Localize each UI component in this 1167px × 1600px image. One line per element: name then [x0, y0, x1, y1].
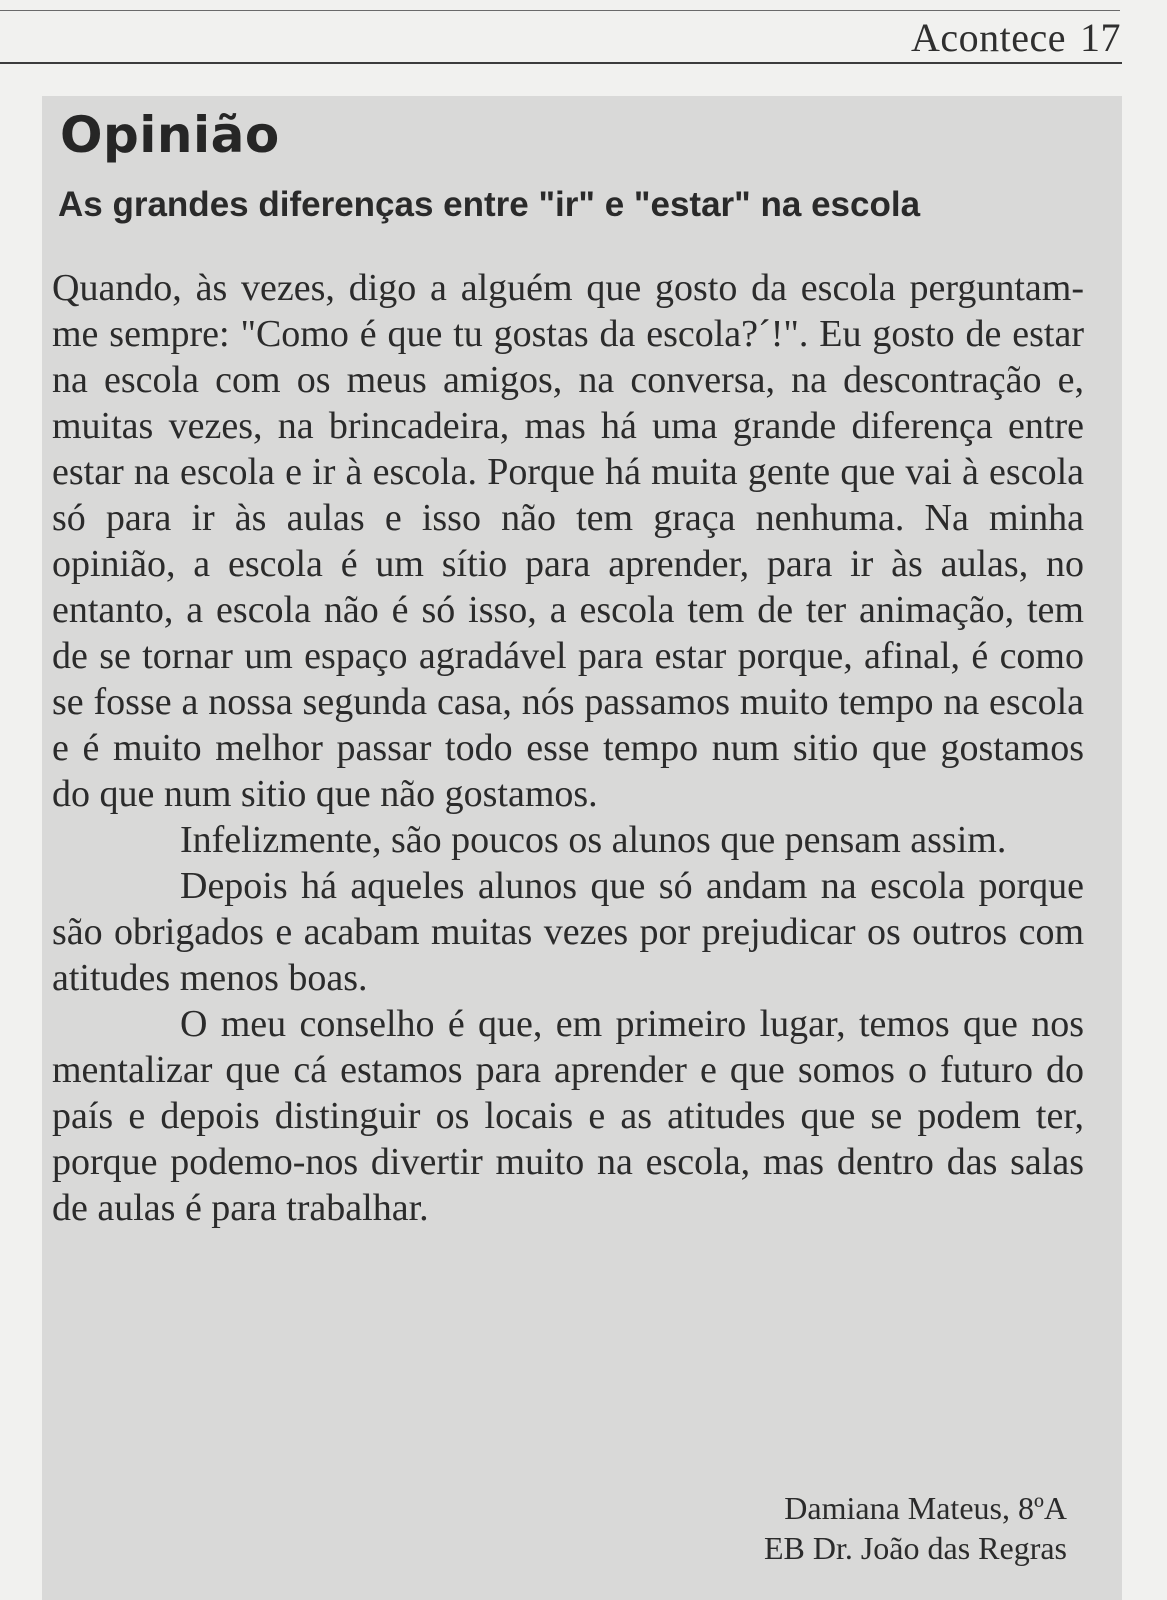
running-head — [911, 14, 1121, 61]
header-rule — [0, 62, 1122, 64]
school-name: EB Dr. João das Regras — [763, 1530, 1067, 1566]
paragraph-4: O meu conselho é que, em primeiro lugar, temos que nos mentalizar que cá estamos para aprender e que somos o futuro do país e depois distinguir os locais e as atitudes que se podem ter, porque podemo-nos divertir muito na escola, mas dentro das salas de aulas é para trabalhar. — [52, 1003, 1084, 1229]
paragraph-1: Quando, às vezes, digo a alguém que gosto da escola perguntam-me sempre: "Como é que tu gostas da escola?´!". Eu gosto de estar na escola com os meus amigos, na conversa, na descontração e, muitas vezes, na brincadeira, mas há uma grande diferença entre estar na escola e ir à escola. Porque há muita gente que vai à escola só para ir às aulas e isso não tem graça nenhuma. Na minha opinião, a escola é um sítio para aprender, para ir às aulas, no entanto, a escola não é só isso, a escola tem de ter animação, tem de se tornar um espaço agradável para estar porque, afinal, é como se fosse a nossa segunda casa, nós passamos muito tempo na escola e é muito melhor passar todo esse tempo num sitio que gostamos do que num sitio que não gostamos. — [52, 267, 1084, 815]
author-name: Damiana Mateus, 8ºA — [784, 1490, 1067, 1526]
signature-block — [764, 1488, 1067, 1568]
top-rule — [0, 10, 1120, 11]
article-body — [52, 265, 1084, 1231]
article-headline: As grandes diferenças entre "ir" e "estar" na escola — [58, 185, 921, 224]
paragraph-2: Infelizmente, são poucos os alunos que pensam assim. — [180, 819, 1007, 861]
paragraph-3: Depois há aqueles alunos que só andam na escola porque são obrigados e acabam muitas vezes por prejudicar os outros com atitudes menos boas. — [52, 865, 1084, 999]
section-title: Opinião — [60, 106, 280, 164]
running-head-section: Acontece — [910, 15, 1066, 60]
page-number: 17 — [1080, 15, 1121, 60]
